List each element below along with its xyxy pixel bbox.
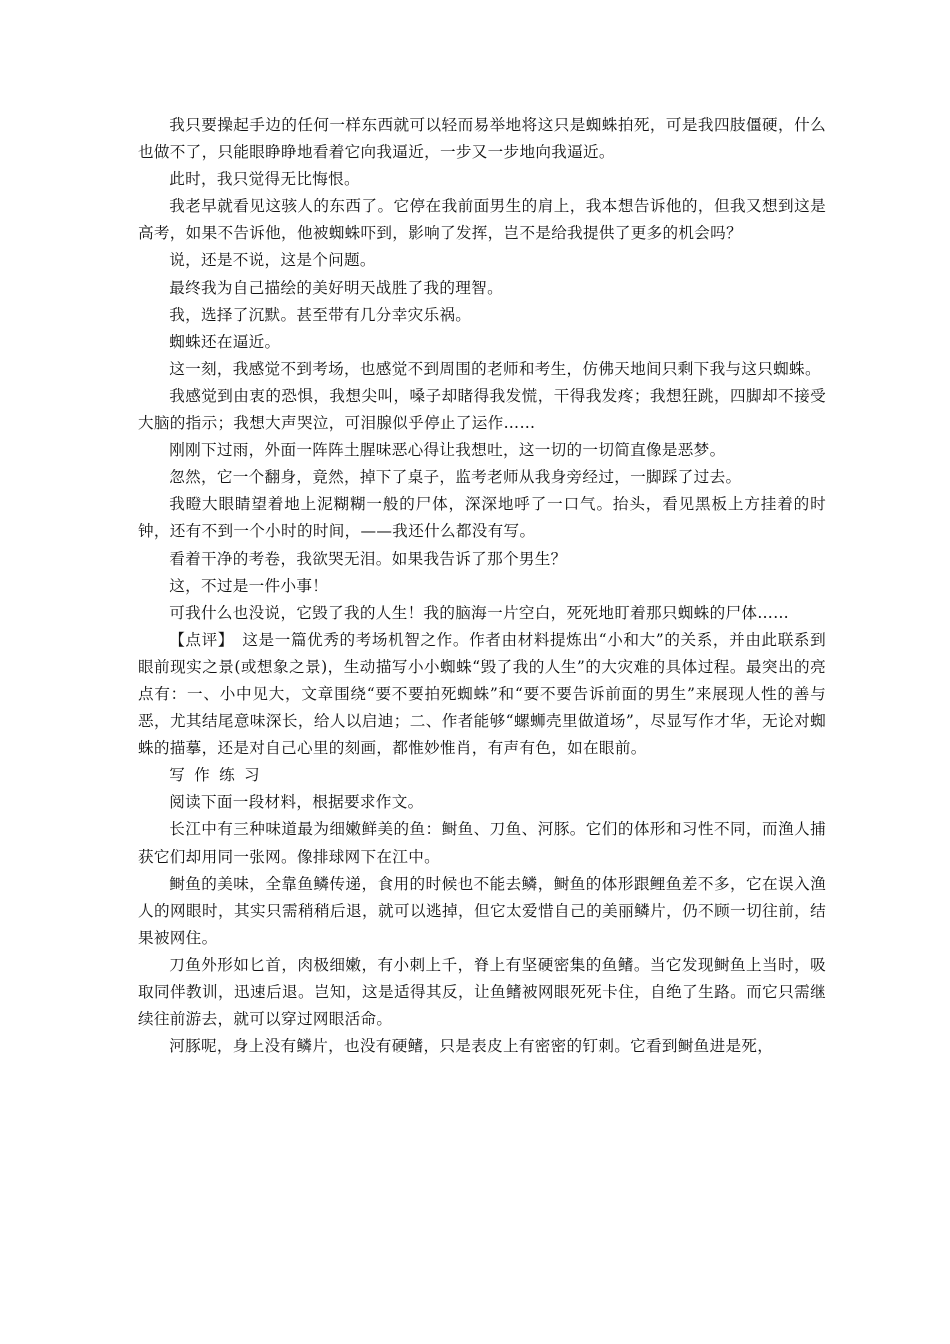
material-paragraph-4: 河豚呢，身上没有鳞片，也没有硬鳍，只是表皮上有密密的钉刺。它看到鲥鱼进是死， xyxy=(169,1037,774,1056)
material-paragraph-1: 长江中有三种味道最为细嫩鲜美的鱼：鲥鱼、刀鱼、河豚。它们的体形和习性不同，而渔人捕获它们却用同一张网。像排球网下在江中。 xyxy=(138,820,826,866)
paragraph-13: 看着干净的考卷，我欲哭无泪。如果我告诉了那个男生？ xyxy=(169,549,567,568)
paragraph-14: 这，不过是一件小事！ xyxy=(169,576,329,595)
material-paragraph-2: 鲥鱼的美味，全靠鱼鳞传递，食用的时候也不能去鳞，鲥鱼的体形跟鲤鱼差不多，它在误入渔人的网眼时，其实只需稍稍后退，就可以逃掉，但它太爱惜自己的美丽鳞片，仍不顾一切往前，结果被网住。 xyxy=(138,874,826,947)
paragraph-15: 可我什么也没说，它毁了我的人生！我的脑海一片空白，死死地盯着那只蜘蛛的尸体…… xyxy=(169,603,790,622)
paragraph-7: 蜘蛛还在逼近。 xyxy=(169,332,281,351)
paragraph-3: 我老早就看见这骇人的东西了。它停在我前面男生的肩上，我本想告诉他的，但我又想到这是高考，如果不告诉他，他被蜘蛛吓到，影响了发挥，岂不是给我提供了更多的机会吗？ xyxy=(138,197,826,243)
paragraph-4: 说，还是不说，这是个问题。 xyxy=(169,251,376,270)
section-heading: 写作练习 xyxy=(169,766,270,785)
paragraph-6: 我，选择了沉默。甚至带有几分幸灾乐祸。 xyxy=(169,305,472,324)
paragraph-8: 这一刻，我感觉不到考场，也感觉不到周围的老师和考生，仿佛天地间只剩下我与这只蜘蛛。 xyxy=(169,359,821,378)
document-body xyxy=(138,112,826,1060)
commentary-paragraph: 【点评】 这是一篇优秀的考场机智之作。作者由材料提炼出“小和大”的关系，并由此联系到眼前现实之景(或想象之景)，生动描写小小蜘蛛“毁了我的人生”的大灾难的具体过程。最突出的亮点有：一、小中见大，文章围绕“要不要拍死蜘蛛”和“要不要告诉前面的男生”来展现人性的善与恶，尤其结尾意味深长，给人以启迪；二、作者能够“螺蛳壳里做道场”，尽显写作才华，无论对蜘蛛的描摹，还是对自己心里的刻画，都惟妙惟肖，有声有色，如在眼前。 xyxy=(138,630,826,758)
paragraph-11: 忽然，它一个翻身，竟然，掉下了桌子，监考老师从我身旁经过，一脚踩了过去。 xyxy=(169,468,742,487)
paragraph-9: 我感觉到由衷的恐惧，我想尖叫，嗓子却睹得我发慌，干得我发疼；我想狂跳，四脚却不接受大脑的指示；我想大声哭泣，可泪腺似乎停止了运作…… xyxy=(138,386,826,433)
paragraph-2: 此时，我只觉得无比悔恨。 xyxy=(169,170,360,189)
paragraph-5: 最终我为自己描绘的美好明天战胜了我的理智。 xyxy=(169,278,503,297)
material-paragraph-3: 刀鱼外形如匕首，肉极细嫩，有小刺上千，脊上有坚硬密集的鱼鳍。当它发现鲥鱼上当时，吸取同伴教训，迅速后退。岂知，这是适得其反，让鱼鳍被网眼死死卡住，自绝了生路。而它只需继续往前游去，就可以穿过网眼活命。 xyxy=(138,955,826,1029)
prompt-instruction: 阅读下面一段材料，根据要求作文。 xyxy=(169,793,424,812)
paragraph-1: 我只要操起手边的任何一样东西就可以轻而易举地将这只是蜘蛛拍死，可是我四肢僵硬，什么也做不了，只能眼睁睁地看着它向我逼近，一步又一步地向我逼近。 xyxy=(138,116,826,162)
paragraph-10: 刚刚下过雨，外面一阵阵土腥味恶心得让我想吐，这一切的一切简直像是恶梦。 xyxy=(169,441,726,460)
paragraph-12: 我瞪大眼睛望着地上泥糊糊一般的尸体，深深地呼了一口气。抬头，看见黑板上方挂着的时钟，还有不到一个小时的时间，——我还什么都没有写。 xyxy=(138,495,826,541)
